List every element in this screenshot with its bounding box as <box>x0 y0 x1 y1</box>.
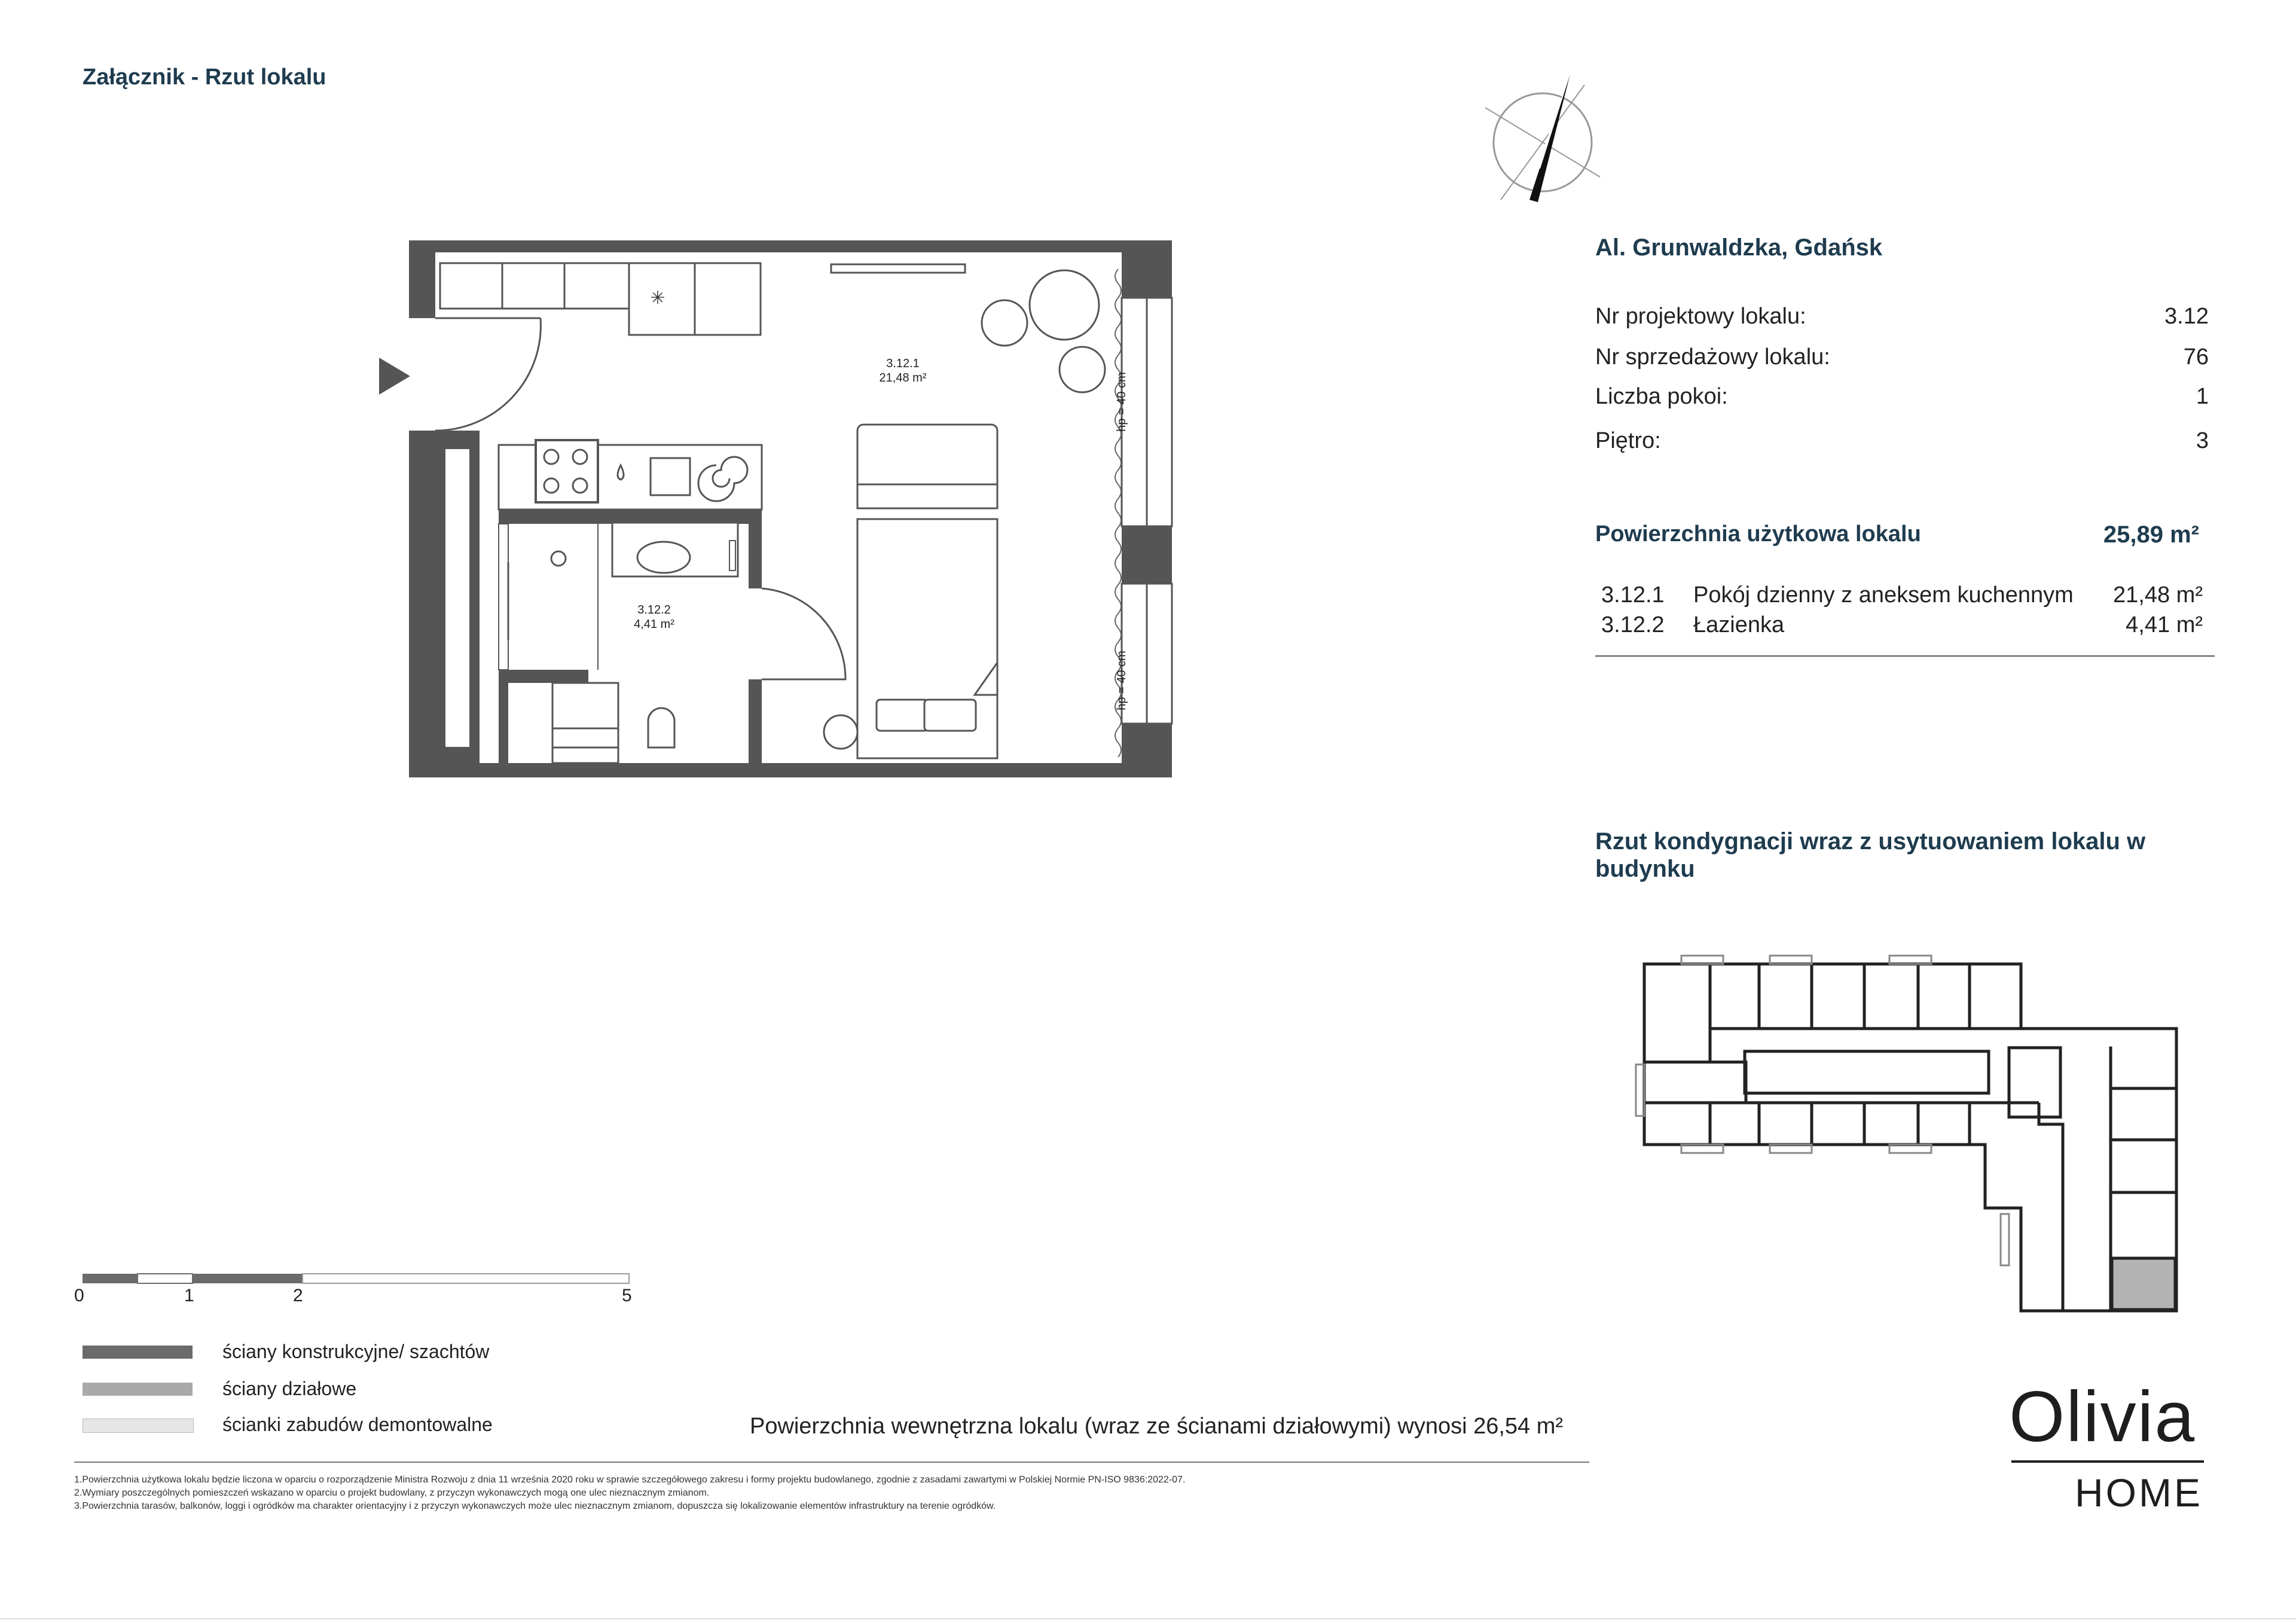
info-label-sales-no: Nr sprzedażowy lokalu: <box>1595 344 1830 370</box>
floor-plan-title: Rzut kondygnacji wraz z usytuowaniem lokalu w budynku <box>1595 828 2146 882</box>
room-area: 21,48 m² <box>2113 582 2203 608</box>
room-name: Pokój dzienny z aneksem kuchennym <box>1693 582 2074 608</box>
building-floor-plan <box>1626 945 2188 1328</box>
entrance-arrow-icon <box>377 355 413 397</box>
footnote: 3.Powierzchnia tarasów, balkonów, loggi i ogródków ma charakter orientacyjny i z przyczyn wykonawczych może ulec nieznacznym zmianom, dopuszcza się lokalizowanie elementów infrastruktury na terenie ogródków. <box>74 1501 996 1511</box>
info-value-project-no: 3.12 <box>2164 304 2209 329</box>
svg-text:✳: ✳ <box>650 288 665 308</box>
room-id: 3.12.1 <box>1601 582 1665 608</box>
room-name: Łazienka <box>1693 612 1785 637</box>
room1-area-label: 21,48 m² <box>879 371 927 385</box>
room-id: 3.12.2 <box>1601 612 1665 637</box>
legend-swatch-structural <box>83 1346 193 1359</box>
usable-area-heading: Powierzchnia użytkowa lokalu <box>1595 521 1921 547</box>
info-value-floor: 3 <box>2196 428 2209 453</box>
scale-label: 1 <box>184 1286 194 1305</box>
address: Al. Grunwaldzka, Gdańsk <box>1595 234 1883 261</box>
room2-area-label: 4,41 m² <box>634 618 674 631</box>
info-value-rooms: 1 <box>2196 384 2209 409</box>
footer-divider <box>74 1462 1589 1463</box>
apartment-floor-plan <box>359 227 1196 789</box>
legend-swatch-demountable <box>83 1418 194 1433</box>
page-bottom-edge <box>0 1618 2296 1619</box>
room2-id-label: 3.12.2 <box>637 603 671 617</box>
info-value-sales-no: 76 <box>2183 344 2209 370</box>
scale-label: 0 <box>74 1286 84 1305</box>
room-row <box>1601 582 2203 609</box>
info-label-floor: Piętro: <box>1595 428 1661 453</box>
window-height-note-1: hp = 40 cm <box>1115 372 1128 432</box>
footnote: 2.Wymiary poszczególnych pomieszczeń wskazano w oparciu o projekt budowlany, z przyczyn wykonawczych mogą one ulec nieznacznym zmianom. <box>74 1488 710 1498</box>
room-row <box>1601 612 2203 639</box>
legend-label-structural: ściany konstrukcyjne/ szachtów <box>222 1341 490 1362</box>
usable-area-total: 25,89 m² <box>2103 521 2199 548</box>
info-label-rooms: Liczba pokoi: <box>1595 384 1728 409</box>
logo-divider <box>2011 1460 2204 1463</box>
highlighted-unit <box>2112 1258 2175 1310</box>
room1-id-label: 3.12.1 <box>886 357 920 370</box>
info-label-project-no: Nr projektowy lokalu: <box>1595 304 1806 329</box>
north-arrow-icon <box>1477 72 1608 209</box>
window-height-note-2: hp = 40 cm <box>1115 651 1128 710</box>
room-area: 4,41 m² <box>2126 612 2203 637</box>
legend-label-partition: ściany działowe <box>222 1378 357 1399</box>
logo-wordmark: Olivia <box>2009 1377 2196 1457</box>
interior-area-note: Powierzchnia wewnętrzna lokalu (wraz ze ścianami działowymi) wynosi 26,54 m² <box>750 1414 1564 1439</box>
page-title: Załącznik - Rzut lokalu <box>83 65 326 90</box>
logo-subtitle: HOME <box>2075 1471 2203 1515</box>
footnote: 1.Powierzchnia użytkowa lokalu będzie liczona w oparciu o rozporządzenie Ministra Rozwoju z dnia 11 września 2020 roku w sprawie szczegółowego zakresu i formy projektu budowlanego, zgodnie z zasadami zawartymi w Polskiej Normie PN-ISO 9836:2022-07. <box>74 1475 1186 1485</box>
scale-bar <box>81 1271 631 1289</box>
scale-label: 5 <box>622 1286 632 1305</box>
scale-label: 2 <box>293 1286 303 1305</box>
legend-swatch-partition <box>83 1383 193 1396</box>
divider <box>1595 655 2215 657</box>
legend-label-demountable: ścianki zabudów demontowalne <box>222 1414 493 1435</box>
